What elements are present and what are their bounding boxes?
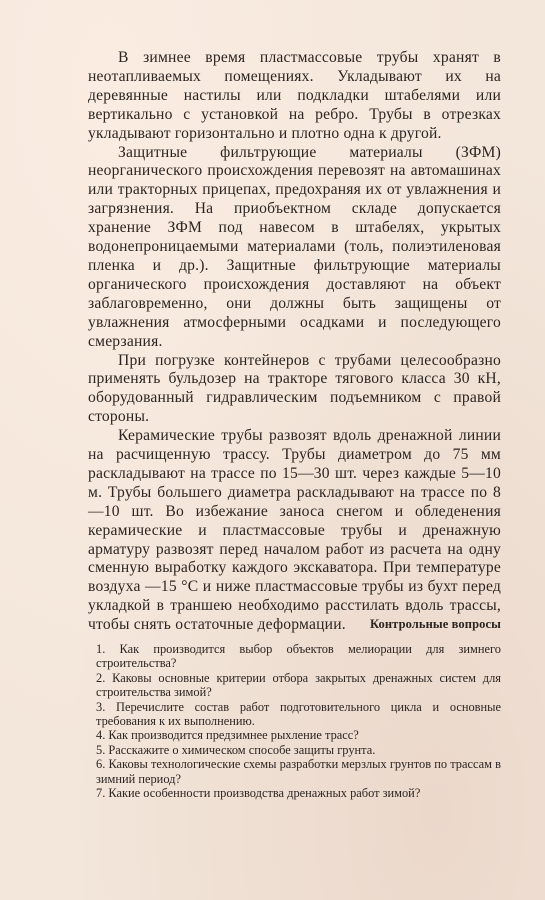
question-text: 3. Перечислите состав работ подготовительного цикла и основные требования к их выполнению. (96, 699, 501, 729)
question-text: 2. Каковы основные критерии отбора закрытых дренажных систем для строительства зимой? (96, 670, 501, 700)
paragraph: Керамические трубы развозят вдоль дренажной линии на расчищенную трассу. Трубы диаметром до 75 мм раскладывают на трассе по 15—30 шт. через каждые 5—10 м. Трубы большего диаметра раскладывают на трассе по 8—10 шт. Во избежание заноса снегом и обледенения керамические и пластмассовые трубы и дренажную арматуру развозят перед началом работ из расчета на одну сменную выработку каждого экскаватора. При температуре воздуха —15 °С и ниже пластмассовые трубы из бухт перед укладкой в траншею необходимо расстилать вдоль трассы, чтобы снять остаточные деформации. (88, 427, 501, 634)
questions-list (96, 642, 501, 800)
list-item (96, 642, 501, 671)
list-item (96, 743, 501, 757)
paragraph: При погрузке контейнеров с трубами целесообразно применять бульдозер на тракторе тягового класса 30 кН, оборудованный гидравлическим подъемником с правой стороны. (88, 351, 501, 426)
list-item (96, 757, 501, 786)
list-item (96, 671, 501, 700)
question-text: 6. Каковы технологические схемы разработки мерзлых грунтов по трассам в зимний период? (96, 757, 501, 786)
question-text: 4. Как производится предзимнее рыхление трасс? (96, 728, 359, 743)
list-item (96, 786, 501, 800)
paragraph: Защитные фильтрующие материалы (ЗФМ) неорганического происхождения перевозят на автомашинах или тракторных прицепах, предохраняя их от увлажнения и загрязнения. На приобъектном складе допускается хранение ЗФМ под навесом в штабелях, укрытых водонепроницаемыми материалами (толь, полиэтиленовая пленка и др.). Защитные фильтрующие материалы органического происхождения доставляют на объект заблаговременно, они должны быть защищены от увлажнения атмосферными осадками и последующего смерзания. (88, 143, 501, 350)
section-title: Контрольные вопросы (369, 617, 501, 631)
question-text: 7. Какие особенности производства дренажных работ зимой? (96, 786, 421, 801)
paragraph: В зимнее время пластмассовые трубы хранят в неотапливаемых помещениях. Укладывают их на деревянные настилы или подкладки штабелями или вертикально с установкой на ребро. Трубы в отрезках укладывают горизонтально и плотно одна к другой. (88, 49, 501, 142)
question-text: 1. Как производится выбор объектов мелиорации для зимнего строительства? (96, 642, 501, 671)
body-text (88, 49, 501, 635)
question-text: 5. Расскажите о химическом способе защиты грунта. (96, 742, 376, 757)
list-item (96, 728, 501, 742)
list-item (96, 700, 501, 729)
